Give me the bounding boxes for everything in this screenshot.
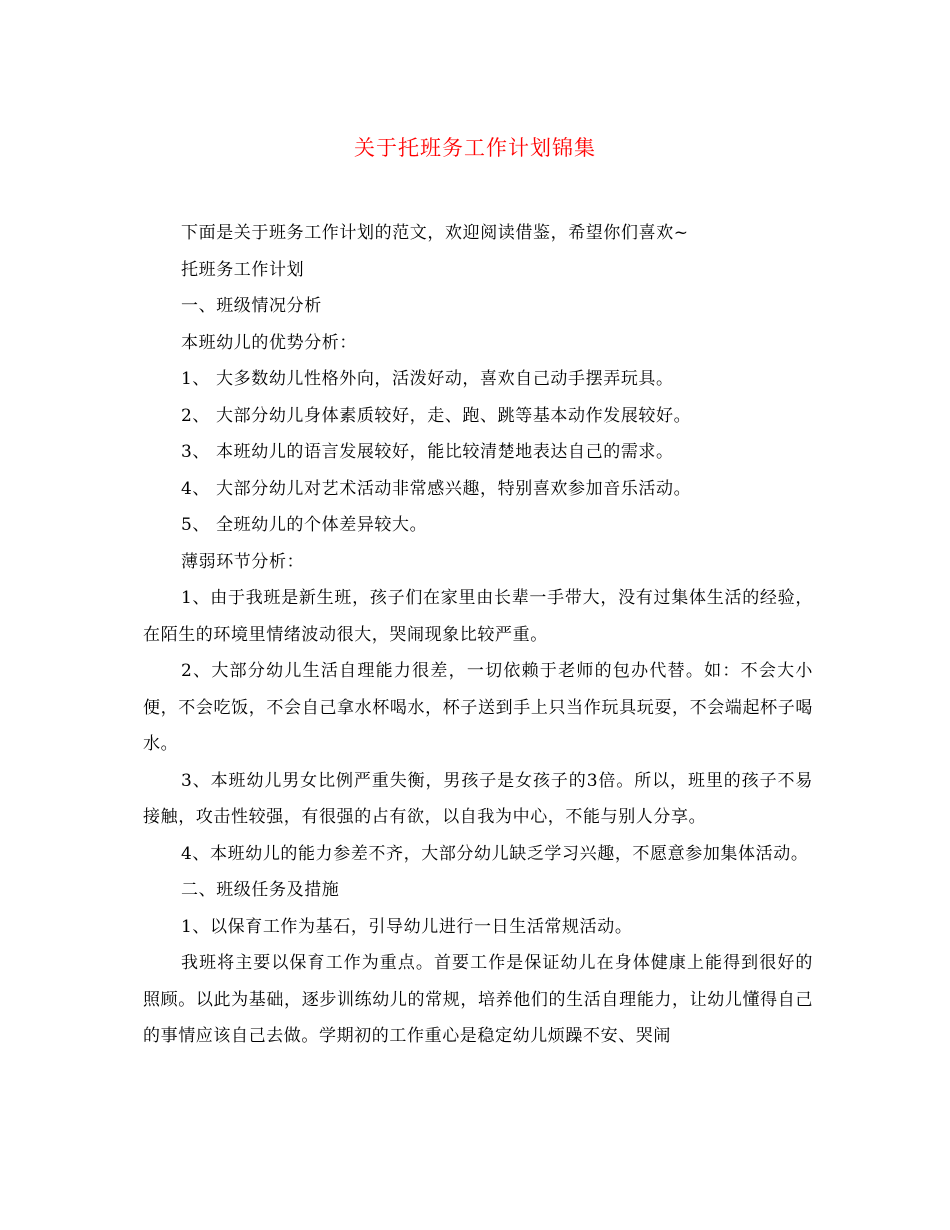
plan-heading: 托班务工作计划 — [181, 259, 305, 280]
strength-item-2: 2、 大部分幼儿身体素质较好，走、跑、跳等基本动作发展较好。 — [181, 405, 692, 426]
weakness-item-4: 4、本班幼儿的能力参差不齐，大部分幼儿缺乏学习兴趣，不愿意参加集体活动。 — [181, 843, 809, 864]
intro-paragraph: 下面是关于班务工作计划的范文，欢迎阅读借鉴，希望你们喜欢~ — [181, 223, 689, 243]
weakness-item-1: 1、由于我班是新生班，孩子们在家里由长辈一手带大，没有过集体生活的经验，在陌生的环境里情绪波动很大，哭闹现象比较严重。 — [143, 588, 813, 645]
strength-item-5: 5、 全班幼儿的个体差异较大。 — [181, 515, 428, 535]
document-title: 关于托班务工作计划锦集 — [354, 136, 596, 160]
weakness-item-2: 2、大部分幼儿生活自理能力很差，一切依赖于老师的包办代替。如：不会大小便，不会吃饭，不会自己拿水杯喝水，杯子送到手上只当作玩具玩耍，不会端起杯子喝水。 — [143, 661, 813, 754]
strength-item-1: 1、 大多数幼儿性格外向，活泼好动，喜欢自己动手摆弄玩具。 — [181, 369, 674, 389]
task-paragraph: 我班将主要以保育工作为重点。首要工作是保证幼儿在身体健康上能得到很好的照顾。以此为基础，逐步训练幼儿的常规，培养他们的生活自理能力，让幼儿懂得自己的事情应该自己去做。学期初的工作重心是稳定幼儿烦躁不安、哭闹 — [143, 953, 813, 1046]
section-heading-tasks: 二、班级任务及措施 — [181, 880, 340, 900]
task-item-1: 1、以保育工作为基石，引导幼儿进行一日生活常规活动。 — [181, 916, 633, 937]
strengths-heading: 本班幼儿的优势分析： — [181, 332, 357, 353]
strength-item-3: 3、 本班幼儿的语言发展较好，能比较清楚地表达自己的需求。 — [181, 442, 674, 462]
weakness-heading: 薄弱环节分析： — [181, 551, 305, 572]
weakness-item-3: 3、本班幼儿男女比例严重失衡，男孩子是女孩子的3倍。所以，班里的孩子不易接触，攻击性较强，有很强的占有欲，以自我为中心，不能与别人分享。 — [143, 770, 813, 827]
document-body — [143, 215, 813, 1055]
strength-item-4: 4、 大部分幼儿对艺术活动非常感兴趣，特别喜欢参加音乐活动。 — [181, 478, 692, 499]
section-heading-class-analysis: 一、班级情况分析 — [181, 296, 322, 316]
